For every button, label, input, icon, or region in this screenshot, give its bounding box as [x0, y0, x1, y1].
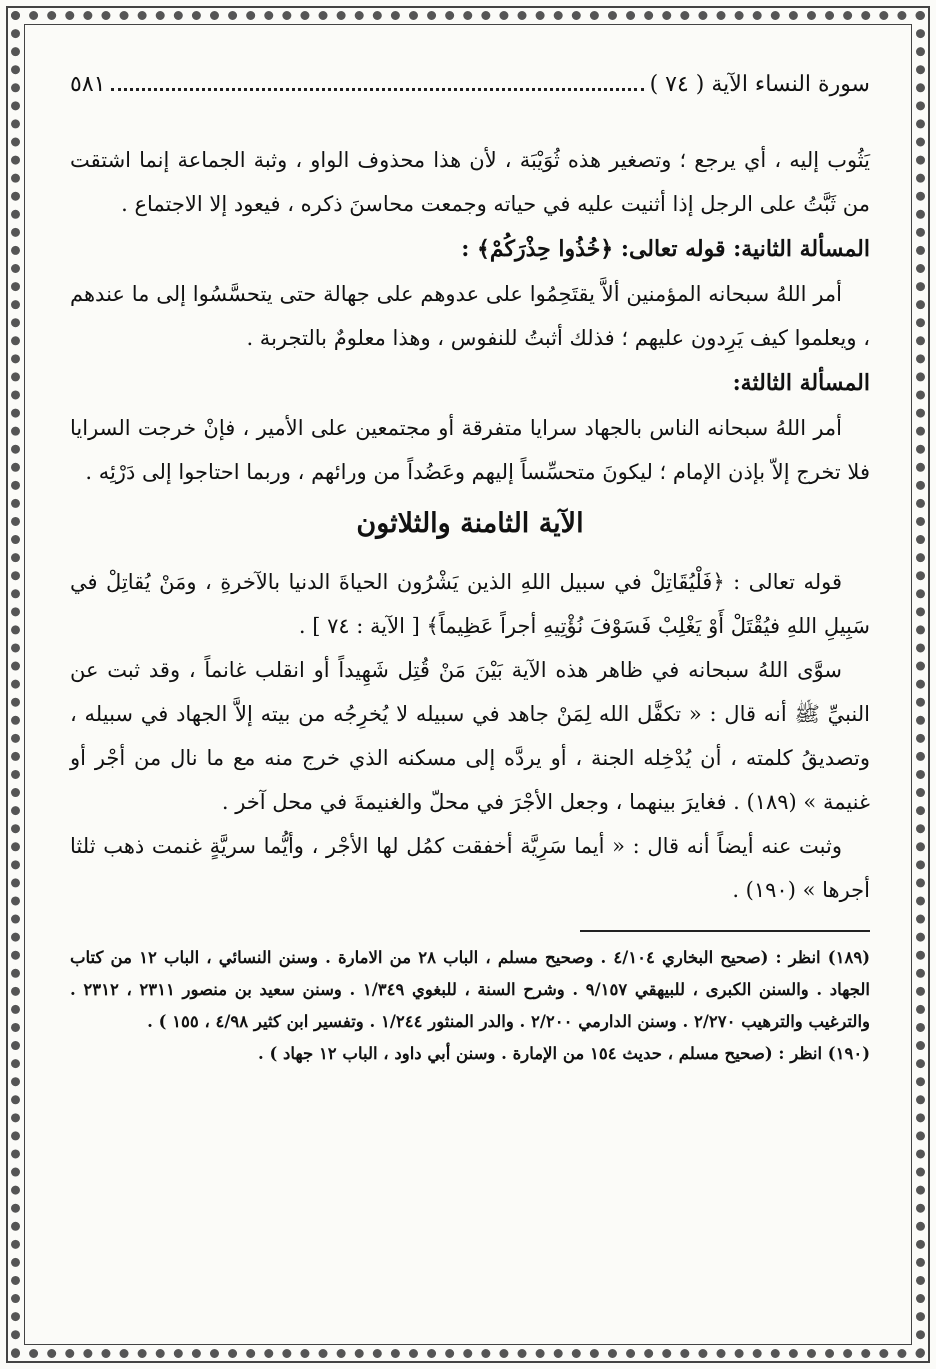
paragraph: وثبت عنه أيضاً أنه قال : « أيما سَرِيَّة أخفقت كمُل لها الأجْر ، وأيُّما سريَّةٍ غنمت ذهب ثلثا أجرها » (١٩٠) .: [70, 834, 870, 902]
footnote-189: (١٨٩) انظر : (صحيح البخاري ٤/١٠٤ . وصحيح مسلم ، الباب ٢٨ من الامارة . وسنن النسائي ، الباب ١٢ من كتاب الجهاد . والسنن الكبرى ، للبيهقي ٩/١٥٧ . وشرح السنة ، للبغوي ١/٣٤٩ . وسنن سعيد بن منصور ٢٣١١ ، ٢٣١٢ . والترغيب والترهيب ٢/٢٧٠ . وسنن الدارمي ٢/٢٠٠ . والدر المنثور ١/٢٤٤ . وتفسير ابن كثير ٤/٩٨ ، ١٥٥ ) .: [70, 948, 870, 1031]
footnote-190: (١٩٠) انظر : (صحيح مسلم ، حديث ١٥٤ من الإمارة . وسنن أبي داود ، الباب ١٢ جهاد ) .: [257, 1044, 870, 1063]
footnote-separator: [580, 930, 870, 932]
verse-paragraph: قوله تعالى : ﴿فَلْيُقَاتِلْ في سبيل اللهِ الذين يَشْرُون الحياةَ الدنيا بالآخرةِ ، ومَنْ يُقاتِلْ في سَبِيلِ اللهِ فيُقْتَلْ أَوْ يَغْلِبْ فَسَوْفَ نُؤْتِيهِ أجراً عَظِيماً﴾ [ الآية : ٧٤ ] .: [70, 570, 870, 638]
body-text: [70, 138, 870, 912]
footnotes: [70, 942, 870, 1070]
paragraph: يَثُوب إليه ، أي يرجع ؛ وتصغير هذه ثُوَيْبَة ، لأن هذا محذوف الواو ، وثبة الجماعة إنما اشتقت من ثَبَّتُ على الرجل إذا أثنيت عليه في حياته وجمعت محاسنَ ذكره ، فيعود إلا الاجتماع .: [70, 148, 870, 216]
running-header-title: سورة النساء الآية ( ٧٤ ): [649, 72, 870, 97]
section-title: الآية الثامنة والثلاثون: [356, 508, 584, 539]
page-content: [70, 72, 870, 1339]
leader-dots: [111, 88, 643, 91]
page-number: ٥٨١: [70, 72, 106, 97]
issue-heading-2: المسألة الثانية: قوله تعالى: ﴿خُذُوا حِذْرَكُمْ﴾ :: [461, 236, 870, 262]
paragraph: سوَّى اللهُ سبحانه في ظاهر هذه الآية بَيْنَ مَنْ قُتِل شَهِيداً أو انقلب غانماً ، وقد ثبت عن النبيِّ ﷺ أنه قال : « تكفَّل الله لِمَنْ جاهد في سبيله لا يُخرِجُه من بيته إلاَّ الجهاد في سبيله ، وتصديقُ كلمته ، أن يُدْخِله الجنة ، أو يردَّه إلى مسكنه الذي خرج منه مع ما نال من أجْر أو غنيمة » (١٨٩) . فغايرَ بينهما ، وجعل الأجْرَ في محلّ والغنيمةَ في محل آخر .: [70, 658, 870, 814]
paragraph: أمر اللهُ سبحانه المؤمنين ألاَّ يقتَحِمُوا على عدوهم على جهالة حتى يتحسَّسُوا إلى ما عندهم ، ويعلموا كيف يَرِدون عليهم ؛ فذلك أثبتُ للنفوس ، وهذا معلومٌ بالتجربة .: [70, 282, 870, 350]
running-header: [70, 72, 870, 116]
paragraph: أمر اللهُ سبحانه الناس بالجهاد سرايا متفرقة أو مجتمعين على الأمير ، فإنْ خرجت السرايا فلا تخرج إلاّ بإذن الإمام ؛ ليكونَ متحسِّساً إليهم وعَضُداً من ورائهم ، وربما احتاجوا إلى دَرْئِه .: [70, 416, 870, 484]
issue-heading-3: المسألة الثالثة:: [732, 370, 870, 396]
